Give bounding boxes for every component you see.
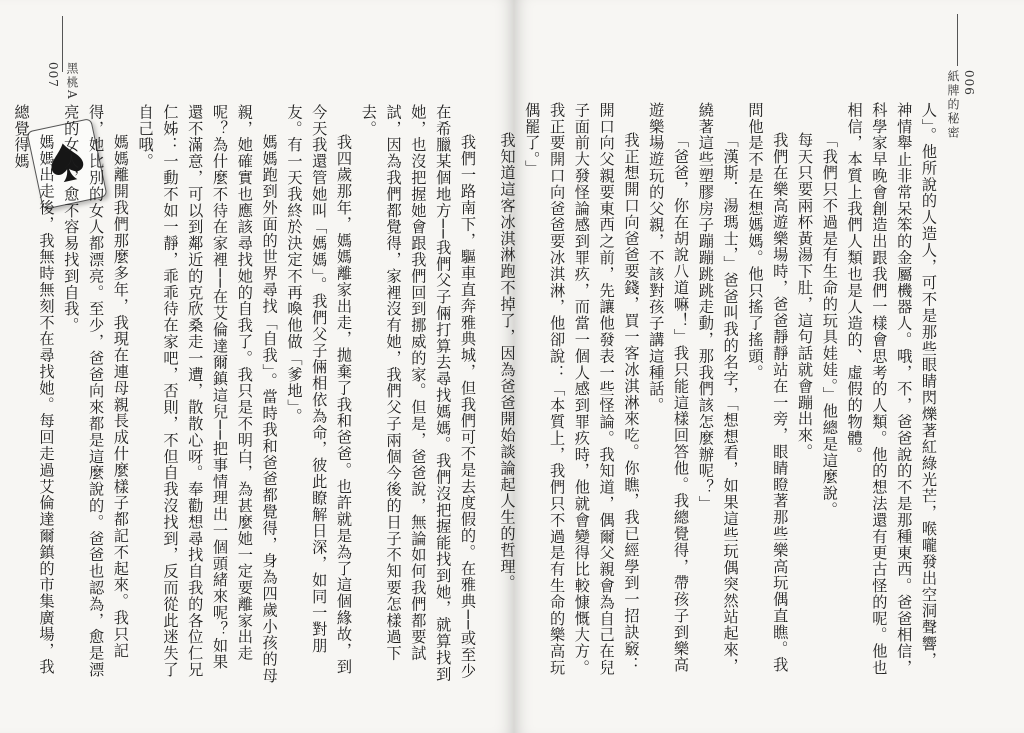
paragraph: 我知道這客冰淇淋跑不掉了，因為爸爸開始談論起人生的哲理。 (498, 132, 517, 592)
page-number: 007 (46, 62, 60, 88)
running-head: 黑桃A (65, 62, 79, 101)
paragraph: 「漢斯．湯瑪士，」爸爸叫我的名字，「想想看，如果這些玩偶突然站起來，繞著這些塑膠房子蹦蹦跳跳走動，那我們該怎麼辦呢？」 (696, 102, 740, 675)
paragraph: 媽媽跑到外面的世界尋找「自我」。當時我和爸爸都覺得，身為四歲小孩的母親，她確實也應該尋找她的自我了。我只是不明白，為甚麼她一定要離家出走呢？為什麼不待在家裡──在艾倫達爾鎮這兒──把事情理出一個頭緒來呢？如果還不滿意，可以到鄰近的克欣桑走一遭，散散心呀。奉勸想尋找自我的各位仁兄仁姊：一動不如一靜，乖乖待在家吧，否則，不但自我沒找到，反而從此迷失了自己哦。 (136, 104, 279, 685)
right-page (498, 0, 1024, 733)
running-head-rule (957, 14, 958, 66)
paragraph: 我四歲那年，媽媽離家出走，拋棄了我和爸爸。也許就是為了這個緣故，到今天我還管她叫「媽媽」。我們父子倆相依為命，彼此瞭解日深，如同一對朋友。有一天我終於決定不再喚他做「爹地」。 (285, 104, 354, 676)
paragraph: 「我們只不過是有生命的玩具娃娃。」他總是這麼說。 (820, 132, 839, 519)
paragraph: 每天只要兩杯黃湯下肚，這句話就會蹦出來。 (796, 132, 815, 461)
paragraph: 我正想開口向爸爸要錢，買一客冰淇淋來吃。你瞧，我已經學到一招訣竅：開口向父親要東西之前，先讓他發表一些怪論。我知道，偶爾父親會為自己在兒子面前大發怪論感到罪疚，而當一個人感到罪疚時，他就會變得比較慷慨大方。我正要開口向爸爸要冰淇淋，他卻說：「本質上，我們只不過是有生命的樂高玩偶罷了。」 (523, 102, 641, 676)
running-head: 紙牌的秘密 (946, 70, 960, 140)
paragraph: 我們在樂高遊樂場時，爸爸靜靜站在一旁，眼睛瞪著那些樂高玩偶直瞧。我問他是不是在想媽媽。他只搖了搖頭。 (746, 102, 790, 674)
paragraph: 我們一路南下，驅車直奔雅典城，但我們可不是去度假的。在雅典──或至少在希臘某個地方──我們父子倆打算去尋找媽媽。我們沒把握能找到她，就算找到她，也沒把握她會跟我們回到挪威的家。但是，爸爸說，無論如何我們都要試試，因為我們都覺得，家裡沒有她，我們父子兩個今後的日子不知要怎樣過下去。 (359, 104, 477, 683)
page-number: 006 (962, 70, 976, 96)
paragraph: 「爸爸，你在胡說八道嘛！」我只能這樣回答他。我總覺得，帶孩子到樂高遊樂場遊玩的父親，不該對孩子講這種話。 (647, 102, 691, 674)
paragraph: 人」。他所說的人造人，可不是那些眼睛閃爍著紅綠光芒，喉嚨發出空洞聲響，神情舉止非常呆笨的金屬機器人。哦，不，爸爸說的不是那種東西。爸爸相信，科學家早晚會創造出跟我們一樣會思考的人類。他的想法還有更古怪的呢。他也相信，本質上我們人類也是人造的、虛假的物體。 (845, 102, 938, 676)
paragraph: 媽媽出走後，我無時無刻不在尋找她。每回走過艾倫達爾鎮的市集廣場，我總覺得媽 (12, 104, 56, 676)
left-page-body (12, 104, 480, 686)
running-head-rule (62, 16, 63, 72)
paragraph: 媽媽離開我們那麼多年，我現在連母親長成什麼樣子都記不起來。我只記得，她比別的女人都漂亮。至少，爸爸向來都是這麼說的。爸爸也認為，愈是漂亮的女人，愈不容易找到自我。 (62, 104, 130, 678)
right-page-body (498, 102, 941, 684)
